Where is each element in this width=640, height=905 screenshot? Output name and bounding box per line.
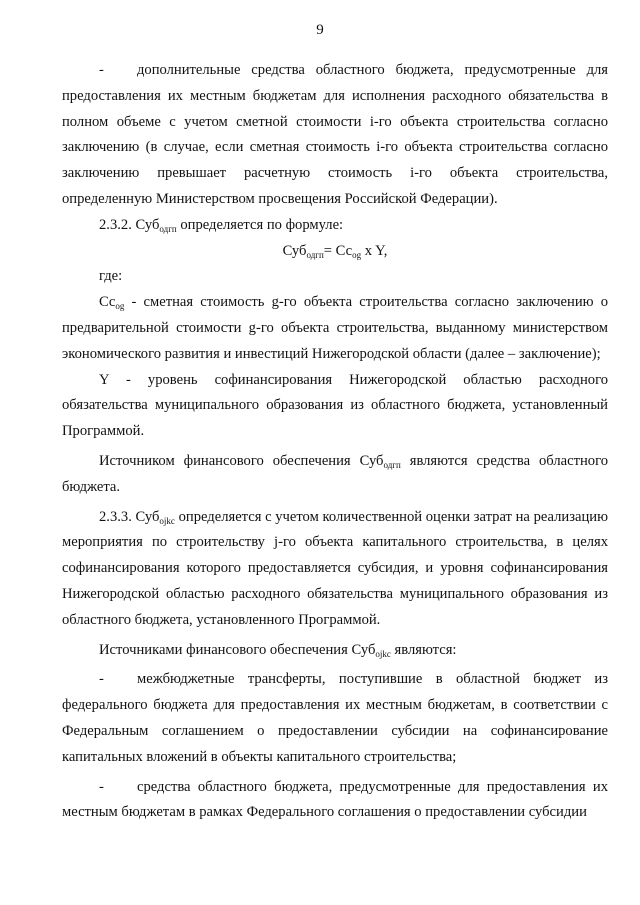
paragraph-where: где:: [99, 268, 123, 285]
list-dash: -: [99, 671, 104, 688]
subscript: ojkc: [159, 515, 175, 526]
subscript: ojkc: [375, 648, 391, 659]
paragraph-text: являются:: [390, 641, 457, 658]
paragraph-2-3-3: [62, 505, 608, 634]
paragraph-text: средства областного бюджета, предусмотренные для предоставления их местным бюджетам в рамках Федерального соглашения о предоставлении субсидии: [62, 778, 608, 821]
paragraph-regional-funds: [62, 775, 608, 827]
paragraph-funding-sources: [62, 638, 608, 664]
subscript: og: [115, 301, 125, 312]
formula-text: = Сс: [323, 242, 353, 259]
paragraph-definition-cc: [62, 290, 608, 367]
paragraph-text: являются средства областного бюджета.: [62, 452, 608, 495]
paragraph-funding-source: [62, 449, 608, 501]
formula-text: Суб: [282, 242, 307, 259]
list-dash: -: [99, 62, 104, 78]
page-number: 9: [316, 22, 324, 38]
paragraph-text: определяется по формуле:: [176, 216, 344, 233]
paragraph-text: межбюджетные трансферты, поступившие в областной бюджет из федерального бюджета для предоставления их местным бюджетам, в соответствии с Федеральным соглашением о предоставлении субсидии на софинансирование капитальных вложений в объекты капитального строительства;: [62, 671, 608, 765]
paragraph-text: Источниками финансового обеспечения Суб: [99, 641, 376, 658]
paragraph-additional-funds: [62, 58, 608, 213]
formula-text: x Y,: [361, 242, 388, 259]
subscript: одгп: [159, 223, 177, 234]
paragraph-definition-y: Y - уровень софинансирования Нижегородской областью расходного обязательства муниципального образования из областного бюджета, установленный Программой.: [62, 371, 608, 440]
paragraph-text: Источником финансового обеспечения Суб: [99, 452, 384, 469]
term: Сс: [99, 294, 116, 311]
paragraph-text: дополнительные средства областного бюджета, предусмотренные для предоставления их местным бюджетам для исполнения расходного обязательства в полном объеме с учетом сметной стоимости i-го объекта строительства согласно заключению (в случае, если сметная стоимость i-го объекта строительства согласно заключению превышает расчетную стоимость i-го объекта строительства, определенную Министерством просвещения Российской Федерации).: [62, 62, 608, 207]
list-dash: -: [99, 778, 104, 795]
paragraph-federal-transfers: [62, 667, 608, 770]
formula: [62, 239, 608, 265]
document-body: [62, 58, 608, 826]
subscript: og: [352, 249, 362, 260]
paragraph-2-3-2: [62, 213, 608, 239]
paragraph-text: определяется с учетом количественной оценки затрат на реализацию мероприятия по строительству j-го объекта капитального строительства, в целях софинансирования которого предоставляется субсидия, и уровня софинансирования Нижегородской областью расходного обязательства муниципального образования из областного бюджета, установленного Программой.: [62, 508, 608, 628]
paragraph-text: 2.3.2. Суб: [99, 216, 160, 233]
paragraph-text: - сметная стоимость g-го объекта строительства согласно заключению о предварительной стоимости g-го объекта строительства, выданному министерством экономического развития и инвестиций Нижегородской области (далее – заключение);: [62, 294, 608, 362]
subscript: одгп: [306, 249, 324, 260]
paragraph-text: 2.3.3. Суб: [99, 508, 160, 525]
subscript: одгп: [383, 459, 401, 470]
